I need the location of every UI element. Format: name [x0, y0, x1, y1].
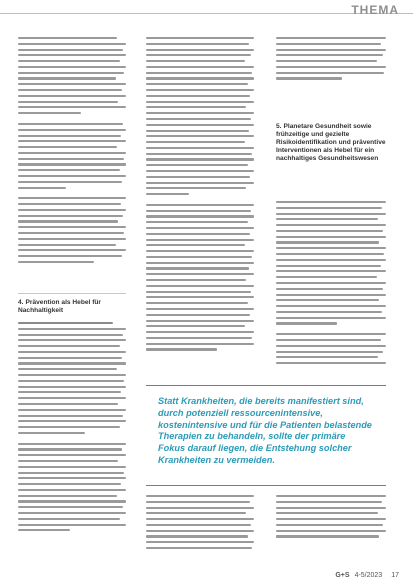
text-line — [146, 512, 246, 514]
text-line — [276, 333, 386, 335]
text-line — [146, 176, 250, 178]
text-line — [146, 501, 250, 503]
text-line — [146, 147, 254, 149]
text-line — [18, 158, 124, 160]
text-line — [146, 256, 252, 258]
section-divider — [18, 293, 126, 294]
text-line — [276, 535, 379, 537]
text-line — [18, 334, 123, 336]
text-line — [146, 112, 254, 114]
text-line — [18, 215, 123, 217]
text-line — [18, 101, 118, 103]
text-line — [18, 345, 120, 347]
body-text-block — [146, 495, 254, 553]
text-line — [146, 233, 250, 235]
text-line — [18, 181, 122, 183]
text-line — [146, 43, 249, 45]
text-line — [18, 220, 118, 222]
text-line — [18, 54, 126, 56]
text-line — [18, 60, 120, 62]
column-left — [18, 37, 126, 557]
text-line — [18, 351, 126, 353]
text-line — [146, 348, 217, 350]
text-line — [146, 135, 254, 137]
section-label: THEMA — [351, 3, 399, 17]
text-line — [146, 227, 254, 229]
text-line — [276, 247, 386, 249]
text-line — [276, 72, 384, 74]
text-line — [18, 426, 120, 428]
text-line — [18, 95, 126, 97]
body-text-block — [276, 37, 386, 83]
text-line — [276, 236, 386, 238]
text-line — [18, 489, 126, 491]
text-line — [146, 518, 254, 520]
text-line — [146, 279, 246, 281]
text-line — [146, 343, 254, 345]
text-line — [146, 273, 254, 275]
text-line — [18, 89, 122, 91]
text-line — [146, 331, 254, 333]
text-line — [276, 294, 386, 296]
text-line — [146, 302, 248, 304]
text-line — [146, 325, 245, 327]
text-line — [18, 357, 122, 359]
text-line — [146, 72, 252, 74]
text-line — [18, 49, 123, 51]
text-line — [146, 495, 254, 497]
text-line — [146, 296, 254, 298]
text-line — [18, 415, 123, 417]
text-line — [146, 37, 254, 39]
text-line — [18, 261, 94, 263]
text-line — [146, 507, 254, 509]
text-line — [146, 193, 189, 195]
text-line — [276, 265, 381, 267]
text-line — [276, 322, 337, 324]
text-line — [276, 305, 386, 307]
text-line — [276, 49, 386, 51]
body-text-block — [18, 322, 126, 535]
text-line — [276, 299, 379, 301]
text-line — [18, 135, 121, 137]
body-text-block — [146, 37, 254, 354]
text-line — [146, 215, 254, 217]
text-line — [276, 207, 382, 209]
text-line — [18, 328, 126, 330]
text-line — [18, 403, 118, 405]
section-number: 5. — [276, 123, 282, 130]
text-line — [146, 77, 254, 79]
text-line — [18, 169, 120, 171]
text-line — [276, 230, 383, 232]
text-line — [276, 507, 386, 509]
text-line — [146, 530, 254, 532]
text-line — [18, 187, 66, 189]
text-line — [18, 77, 116, 79]
text-line — [276, 512, 378, 514]
text-line — [18, 362, 126, 364]
text-line — [146, 250, 254, 252]
text-line — [18, 374, 126, 376]
text-line — [276, 77, 342, 79]
text-line — [276, 288, 383, 290]
text-line — [146, 535, 248, 537]
text-line — [18, 238, 126, 240]
text-line — [276, 524, 383, 526]
text-line — [276, 501, 382, 503]
text-line — [146, 164, 248, 166]
text-line — [276, 276, 377, 278]
text-line — [276, 495, 386, 497]
text-line — [18, 83, 126, 85]
text-line — [146, 244, 245, 246]
text-line — [146, 210, 251, 212]
text-line — [18, 466, 126, 468]
text-line — [18, 123, 123, 125]
text-line — [18, 72, 124, 74]
text-line — [18, 454, 126, 456]
text-line — [276, 259, 386, 261]
pull-quote — [146, 385, 386, 486]
issue-number: 4-5/2023 — [354, 572, 383, 579]
text-line — [18, 203, 121, 205]
text-line — [18, 106, 126, 108]
text-line — [276, 60, 377, 62]
text-line — [276, 213, 386, 215]
text-line — [18, 244, 116, 246]
text-line — [18, 500, 126, 502]
text-line — [18, 255, 122, 257]
text-line — [146, 291, 251, 293]
text-line — [276, 345, 386, 347]
text-line — [146, 524, 251, 526]
pull-quote-text: Statt Krankheiten, die bereits manifestiert sind, durch potenziell ressourcenintensive, kostenintensive und für die Patienten belastende Therapien zu behandeln, sollte der primäre Fokus darauf liegen, die Entstehung solcher Krankheiten zu vermeiden. — [158, 396, 372, 465]
text-line — [146, 182, 254, 184]
text-line — [18, 129, 126, 131]
text-line — [276, 530, 386, 532]
text-line — [276, 317, 386, 319]
text-line — [276, 362, 386, 364]
text-line — [18, 163, 126, 165]
text-line — [146, 337, 252, 339]
text-line — [276, 351, 383, 353]
text-line — [146, 170, 254, 172]
text-line — [18, 197, 126, 199]
page-number: 17 — [391, 572, 399, 579]
text-line — [18, 43, 126, 45]
text-line — [18, 460, 118, 462]
body-text-block — [276, 495, 386, 541]
text-line — [146, 124, 254, 126]
text-line — [18, 518, 120, 520]
text-line — [146, 541, 254, 543]
text-line — [146, 153, 252, 155]
text-line — [146, 101, 254, 103]
body-text-block — [18, 37, 126, 267]
text-line — [276, 241, 379, 243]
text-line — [276, 311, 382, 313]
text-line — [146, 320, 254, 322]
text-line — [18, 409, 126, 411]
text-line — [146, 83, 248, 85]
text-line — [18, 472, 124, 474]
text-line — [18, 249, 126, 251]
section-title: Prävention als Hebel für Nachhaltigkeit — [18, 299, 101, 314]
text-line — [18, 226, 126, 228]
text-line — [276, 282, 386, 284]
text-line — [146, 308, 254, 310]
text-line — [18, 443, 126, 445]
text-line — [18, 391, 121, 393]
text-line — [18, 495, 117, 497]
text-line — [18, 477, 126, 479]
text-line — [276, 356, 378, 358]
text-line — [146, 106, 246, 108]
text-line — [18, 146, 117, 148]
text-line — [18, 66, 126, 68]
text-line — [276, 339, 381, 341]
text-line — [146, 547, 252, 549]
text-line — [18, 175, 126, 177]
text-line — [276, 518, 386, 520]
section-title: Planetare Gesundheit sowie frühzeitige und gezielte Risikoidentifikation und präventive Interventionen als Hebel für ein nachhaltiges Gesundheitswesen — [276, 123, 386, 162]
text-line — [146, 158, 254, 160]
text-line — [276, 253, 384, 255]
text-line — [276, 218, 378, 220]
text-line — [146, 221, 248, 223]
section-number: 4. — [18, 299, 24, 306]
text-line — [18, 483, 121, 485]
text-line — [18, 152, 126, 154]
text-line — [18, 397, 126, 399]
text-line — [18, 506, 123, 508]
page-footer — [335, 572, 399, 579]
text-line — [146, 130, 249, 132]
text-line — [18, 512, 126, 514]
text-line — [18, 368, 117, 370]
body-text-block — [276, 201, 386, 368]
text-line — [146, 239, 254, 241]
text-line — [276, 201, 386, 203]
text-line — [146, 204, 254, 206]
text-line — [18, 420, 126, 422]
text-line — [18, 386, 126, 388]
text-line — [146, 187, 246, 189]
text-line — [18, 432, 85, 434]
text-line — [146, 89, 254, 91]
text-line — [18, 232, 124, 234]
text-line — [146, 314, 250, 316]
text-line — [276, 43, 381, 45]
text-line — [146, 141, 245, 143]
text-line — [276, 270, 386, 272]
text-line — [18, 380, 124, 382]
text-line — [276, 37, 386, 39]
text-line — [18, 322, 113, 324]
text-line — [146, 54, 251, 56]
text-line — [18, 140, 126, 142]
section-heading-5 — [276, 123, 386, 163]
text-line — [276, 54, 383, 56]
text-line — [18, 339, 126, 341]
text-line — [146, 262, 254, 264]
section-heading-4 — [18, 299, 126, 315]
text-line — [146, 118, 251, 120]
text-line — [146, 285, 254, 287]
text-line — [18, 112, 81, 114]
publication-brand: G+S — [335, 572, 350, 579]
text-line — [276, 66, 386, 68]
text-line — [18, 37, 117, 39]
text-line — [146, 267, 249, 269]
text-line — [146, 60, 245, 62]
text-line — [18, 209, 126, 211]
text-line — [18, 448, 122, 450]
text-line — [18, 524, 126, 526]
text-line — [18, 529, 70, 531]
text-line — [146, 66, 254, 68]
text-line — [146, 95, 250, 97]
text-line — [146, 49, 254, 51]
text-line — [276, 224, 386, 226]
